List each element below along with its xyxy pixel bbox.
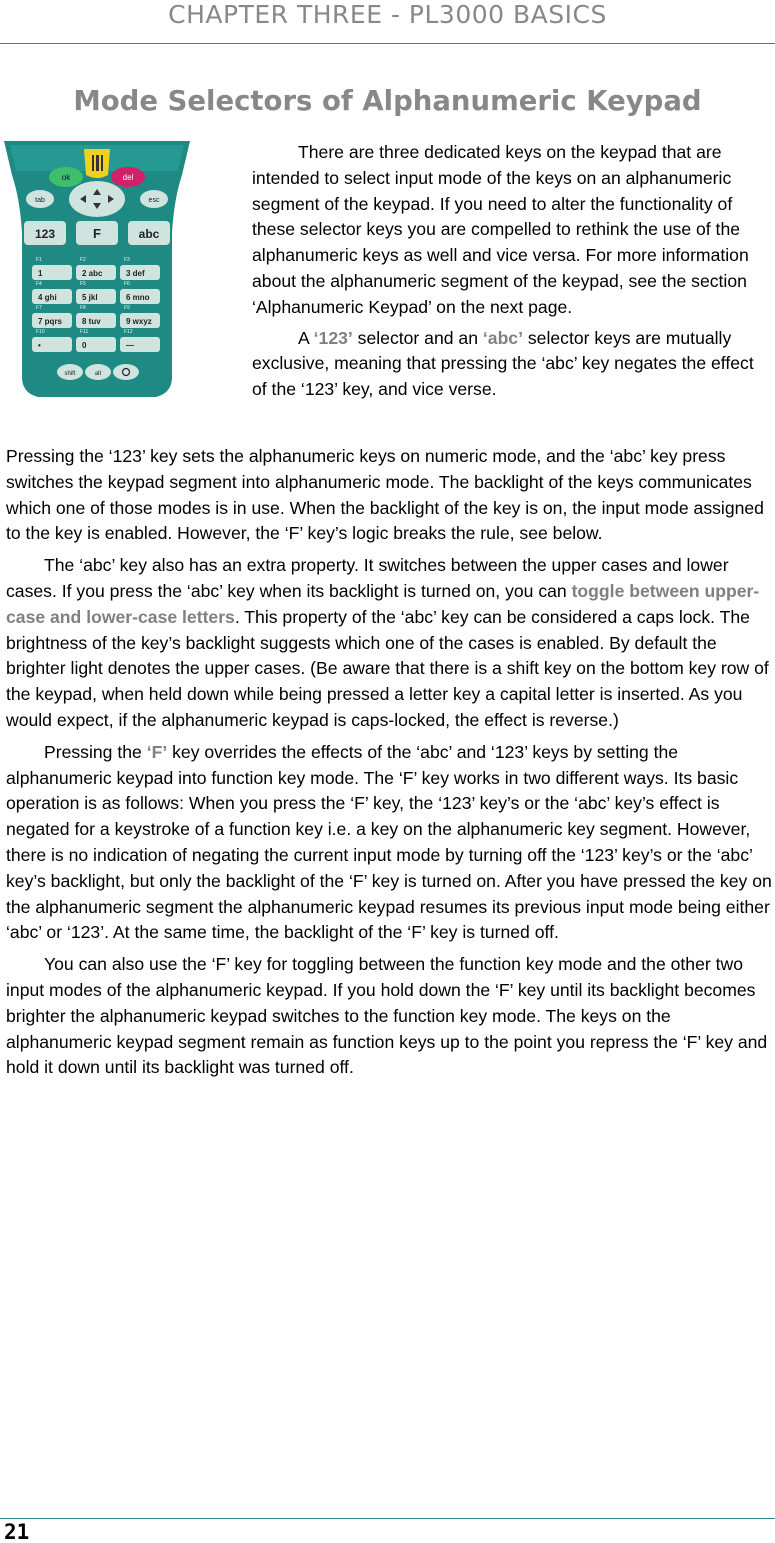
fn-label: F9 xyxy=(124,305,130,311)
page-footer xyxy=(0,1518,775,1543)
fn-label: F4 xyxy=(36,281,42,287)
fn-label: F12 xyxy=(124,329,133,335)
paragraph-f-key: Pressing the ‘F’ key overrides the effects of the ‘abc’ and ‘123’ keys by setting the alphanumeric keypad into function key mode. The ‘F’ key works in two different ways. Its basic operation is as follows: When you press the ‘F’ key, the ‘123’ key’s or the ‘abc’ key’s effect is negated for a keystroke of a function key i.e. a key on the alphanumeric key segment. However, there is no indication of negating the current input mode by turning off the ‘123’ key’s or the ‘abc’ key’s backlight, but only the backlight of the ‘F’ key is turned on. After you have pressed the key on the alphanumeric segment the alphanumeric keypad resumes its previous input mode being either ‘abc’ or ‘123’. At the same time, the backlight of the ‘F’ key is turned off. xyxy=(6,741,772,943)
numeric-key-label: 6 mno xyxy=(126,293,150,302)
numeric-key-label: 7 pqrs xyxy=(38,317,63,326)
keypad-image xyxy=(4,141,190,399)
fn-label: F5 xyxy=(80,281,86,287)
fn-label: F7 xyxy=(36,305,42,311)
page-header xyxy=(0,0,775,44)
intro-paragraph-2: A ‘123’ selector and an ‘abc’ selector keys are mutually exclusive, meaning that pressing the ‘abc’ key negates the effect of the ‘123’ key, and vice verse. xyxy=(252,327,754,400)
fn-label: F6 xyxy=(124,281,130,287)
fn-label: F11 xyxy=(80,329,89,335)
tab-key-label: tab xyxy=(35,197,45,204)
key-abc-highlight: ‘abc’ xyxy=(482,327,523,348)
toggle-case-highlight: toggle between upper-case and lower-case letters xyxy=(6,580,760,627)
chapter-title: CHAPTER THREE - PL3000 BASICS xyxy=(168,0,607,29)
fn-label: F2 xyxy=(80,257,86,263)
intro-paragraph-1: There are three dedicated keys on the keypad that are intended to select input mode of the keys on an alphanumeric segment of the keypad. If you need to alter the functionality of these selector keys you are compelled to rethink the use of the alphanumeric keys as well and vice versa. For more information about the alphanumeric segment of the keypad, see the section ‘Alphanumeric Keypad’ on the next page. xyxy=(252,142,749,317)
paragraph-f-toggle: You can also use the ‘F’ key for toggling between the function key mode and the other two input modes of the alphanumeric keypad. If you hold down the ‘F’ key until its backlight becomes brighter the alphanumeric keypad switches to the function key mode. The keys on the alphanumeric keypad segment remain as function keys up to the point you repress the ‘F’ key and hold it down until its backlight was turned off. xyxy=(6,954,768,1078)
numeric-key-label: — xyxy=(126,341,134,350)
section-title: Mode Selectors of Alphanumeric Keypad xyxy=(73,85,702,117)
shift-key-label: shift xyxy=(64,371,76,377)
mode-123-key-label: 123 xyxy=(34,227,56,241)
alt-key-label: alt xyxy=(94,371,102,377)
numeric-key-label: 0 xyxy=(82,341,87,350)
fn-label: F1 xyxy=(36,257,42,263)
paragraph-123-abc: Pressing the ‘123’ key sets the alphanumeric keys on numeric mode, and the ‘abc’ key press switches the keypad segment into alphanumeric mode. The backlight of the keys communicates which one of those modes is in use. When the backlight of the key is on, the input mode assigned to the key is enabled. However, the ‘F’ key’s logic breaks the rule, see below. xyxy=(6,446,764,544)
mode-abc-key-label: abc xyxy=(138,227,160,241)
numeric-key-label: • xyxy=(38,341,41,350)
ok-key-label: ok xyxy=(61,173,71,182)
fn-label: F10 xyxy=(36,329,45,335)
numeric-key-label: 4 ghi xyxy=(38,293,57,302)
numeric-key-label: 8 tuv xyxy=(82,317,101,326)
del-key-label: del xyxy=(122,173,134,182)
numeric-key-label: 2 abc xyxy=(82,269,103,278)
numeric-key-label: 9 wxyz xyxy=(126,317,152,326)
key-f-highlight: ‘F’ xyxy=(146,741,168,762)
fn-label: F8 xyxy=(80,305,86,311)
esc-key-label: esc xyxy=(148,197,160,204)
fn-label: F3 xyxy=(124,257,130,263)
mode-f-key-label: F xyxy=(93,226,101,241)
intro-text xyxy=(252,140,772,403)
paragraph-caps-lock: The ‘abc’ key also has an extra property. It switches between the upper cases and lower cases. If you press the ‘abc’ key when its backlight is turned on, you can toggle between upper-case and lower-case letters. This property of the ‘abc’ key can be considered a caps lock. The brightness of the key’s backlight suggests which one of the cases is enabled. By default the brighter light denotes the upper cases. (Be aware that there is a shift key on the bottom key row of the keypad, when held down while being pressed a letter key a capital letter is inserted. As you would expect, if the alphanumeric keypad is caps-locked, the effect is reverse.) xyxy=(6,555,769,730)
key-123-highlight: ‘123’ xyxy=(313,327,353,348)
page-number: 21 xyxy=(4,1520,30,1543)
numeric-key-label: 3 def xyxy=(126,269,145,278)
main-text xyxy=(6,444,772,1081)
numeric-key-label: 1 xyxy=(38,269,43,278)
numeric-key-label: 5 jkl xyxy=(82,293,98,302)
